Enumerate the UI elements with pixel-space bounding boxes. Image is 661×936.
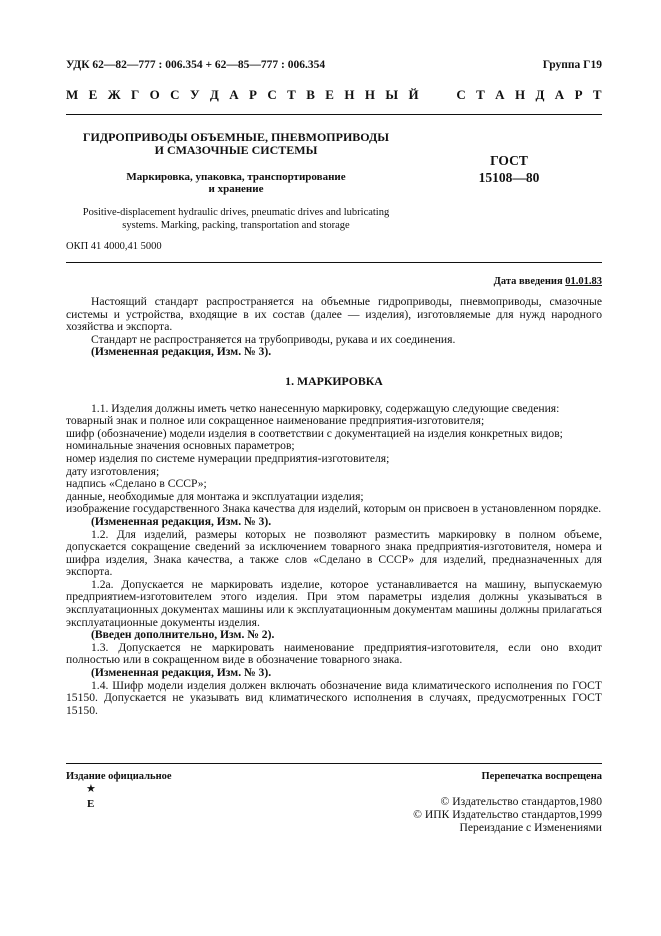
list-item: номинальные значения основных параметров; (66, 439, 295, 453)
english-title-line: Positive-displacement hydraulic drives, pneumatic drives and lubricating (82, 207, 390, 218)
heading-letter: С (267, 87, 277, 102)
heading-letter: А (229, 87, 239, 102)
heading-letter: С (456, 87, 466, 102)
standard-title-line: И СМАЗОЧНЫЕ СИСТЕМЫ (154, 143, 318, 157)
heading-letter: Е (325, 87, 334, 102)
heading-letter: Н (364, 87, 375, 102)
heading-letter: Т (287, 87, 296, 102)
heading-letter: У (189, 87, 200, 102)
heading-letter (443, 87, 446, 103)
bottom-rule (66, 763, 602, 764)
english-title (66, 206, 406, 232)
standard-subtitle (66, 171, 406, 195)
heading-letter: Н (344, 87, 355, 102)
reprint-prohibited: Перепечатка воспрещена (481, 771, 602, 782)
udk-code: УДК 62—82—777 : 006.354 + 62—85—777 : 006.354 (66, 59, 326, 71)
heading-letter: Г (130, 87, 140, 102)
heading-letter: М (66, 87, 79, 102)
paragraph: 1.3. Допускается не маркировать наименование предприятия-изготовителя, если оно входит полностью или в сокращенном виде в обозначение товарного знака. (66, 640, 602, 667)
interstate-standard-heading (66, 87, 602, 103)
introduction-date-label: Дата введения (493, 276, 563, 287)
paragraph: 1.1. Изделия должны иметь четко нанесенную маркировку, содержащую следующие сведения: (91, 401, 560, 415)
heading-letter: Й (408, 87, 419, 102)
heading-letter: А (495, 87, 505, 102)
heading-letter: В (306, 87, 315, 102)
amendment-note: (Измененная редакция, Изм. № 3). (91, 666, 272, 680)
okp-code: ОКП 41 4000,41 5000 (66, 241, 162, 252)
heading-letter: Е (88, 87, 98, 102)
gost-label: ГОСТ (490, 153, 528, 168)
copyright-block (413, 795, 602, 834)
amendment-note: (Измененная редакция, Изм. № 3). (91, 345, 272, 359)
reissue-line: Переиздание с Изменениями (459, 821, 602, 834)
heading-letter: Н (514, 87, 526, 102)
introduction-date (494, 276, 602, 287)
official-edition: Издание официальное (66, 771, 172, 782)
heading-letter: Д (535, 87, 545, 102)
paragraph: 1.2. Для изделий, размеры которых не позволяют разместить маркировку в полном объеме, допускается сокращение сведений за исключением товарного знака предприятия-изготовителя, номера и шифра изделия, Знака качества, а также слов «Сделано в СССР» для изделий, предназначенных для экспорта. (66, 527, 602, 579)
copyright-line: © Издательство стандартов,1980 (440, 795, 602, 808)
star-icon: ★ (86, 783, 96, 795)
list-item: дату изготовления; (66, 464, 160, 478)
list-item: данные, необходимые для монтажа и эксплуатации изделия; (66, 489, 364, 503)
amendment-note: (Введен дополнительно, Изм. № 2). (91, 628, 275, 642)
heading-letter: Д (209, 87, 219, 102)
section-heading: 1. МАРКИРОВКА (285, 373, 383, 388)
heading-letter: А (554, 87, 565, 102)
gost-designation (434, 152, 584, 186)
paragraph: 1.2а. Допускается не маркировать изделие, которое устанавливается на машину, выпускаемую предприятием-изготовителем этого изделия. При этом параметры изделия должны указываться в эксплуатационных документах машины или к эксплуатационным документам машины должны прилагаться эксплуатационные документы изделия. (66, 577, 602, 629)
list-item: изображение государственного Знака качества для изделий, которым он присвоен в установленном порядке. (66, 502, 602, 516)
paragraph: Настоящий стандарт распространяется на объемные гидроприводы, пневмоприводы, смазочные системы и устройства, входящие в их состав (далее — изделия), изготовляемые для нужд народного хозяйства и экспорта. (66, 295, 602, 334)
gost-number: 15108—80 (478, 170, 540, 185)
edition-letter: Е (87, 798, 95, 810)
list-item: надпись «Сделано в СССР»; (66, 477, 207, 491)
paragraph: Стандарт не распространяется на трубоприводы, рукава и их соединения. (91, 332, 456, 346)
standard-title (66, 131, 406, 157)
heading-letter: С (170, 87, 180, 102)
list-item: номер изделия по системе нумерации предприятия-изготовителя; (66, 451, 390, 465)
heading-letter (429, 87, 432, 103)
document-body (66, 296, 602, 717)
paragraph: 1.4. Шифр модели изделия должен включать обозначение вида климатического исполнения по ГОСТ 15150. Допускается не указывать вид климатического исполнения в случаях, предусмотренных ГОСТ 15150. (66, 678, 602, 717)
heading-letter: Р (574, 87, 583, 102)
introduction-date-value: 01.01.83 (565, 276, 602, 287)
english-title-line: systems. Marking, packing, transportation and storage (122, 220, 350, 231)
top-rule (66, 114, 602, 115)
group-code: Группа Г19 (542, 59, 602, 71)
middle-rule (66, 262, 602, 263)
heading-letter: Р (249, 87, 257, 102)
standard-title-line: ГИДРОПРИВОДЫ ОБЪЕМНЫЕ, ПНЕВМОПРИВОДЫ (82, 130, 390, 144)
heading-letter: Т (476, 87, 485, 102)
heading-letter: Ж (107, 87, 121, 102)
heading-letter: О (149, 87, 160, 102)
standard-subtitle-line: и хранение (208, 183, 264, 195)
list-item: шифр (обозначение) модели изделия в соответствии с документацией на изделия конкретных видов; (66, 426, 563, 440)
heading-letter: Т (592, 87, 602, 102)
list-item: товарный знак и полное или сокращенное наименование предприятия-изготовителя; (66, 414, 485, 428)
amendment-note: (Измененная редакция, Изм. № 3). (91, 514, 272, 528)
standard-subtitle-line: Маркировка, упаковка, транспортирование (126, 171, 346, 183)
heading-letter: Ы (385, 87, 399, 102)
copyright-line: © ИПК Издательство стандартов,1999 (413, 808, 602, 821)
